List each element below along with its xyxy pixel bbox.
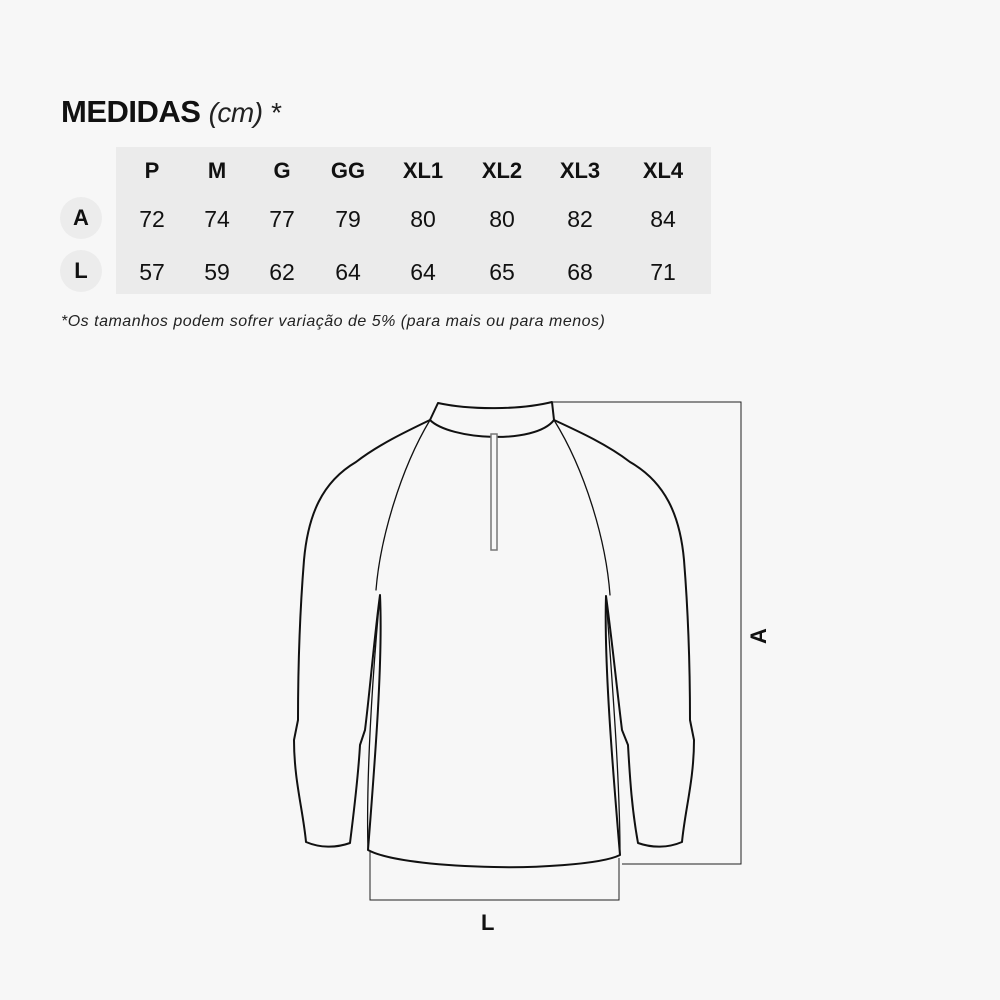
right-sleeve-seam [606, 596, 620, 855]
table-cell: 72 [139, 206, 165, 232]
table-cell: 80 [489, 206, 515, 232]
left-raglan-seam [376, 420, 430, 590]
table-cell: 59 [204, 259, 230, 285]
table-cell: 79 [335, 206, 361, 232]
width-dimension-line [370, 852, 619, 900]
table-cell: 84 [650, 206, 676, 232]
width-label: L [481, 910, 495, 935]
size-header-gg: GG [330, 158, 366, 183]
size-header-g: G [273, 158, 291, 183]
right-raglan-seam [554, 420, 610, 595]
table-cell: 68 [567, 259, 593, 285]
size-header-xl3: XL3 [559, 158, 601, 183]
table-cell: 74 [204, 206, 230, 232]
table-cell: 64 [410, 259, 436, 285]
table-cell: 64 [335, 259, 361, 285]
row-label-a: A [60, 197, 102, 239]
table-cell: 77 [269, 206, 295, 232]
size-header-xl1: XL1 [402, 158, 444, 183]
table-cell: 65 [489, 259, 515, 285]
row-label-l: L [60, 250, 102, 292]
size-header-m: M [207, 158, 227, 183]
height-label: A [745, 628, 771, 644]
size-header-xl2: XL2 [481, 158, 523, 183]
table-cell: 57 [139, 259, 165, 285]
title-unit: (cm) * [208, 97, 281, 128]
size-header-p: P [144, 158, 160, 183]
size-variation-note: *Os tamanhos podem sofrer variação de 5% (para mais ou para menos) [61, 313, 606, 330]
table-cell: 80 [410, 206, 436, 232]
zipper [491, 434, 497, 550]
title-main: MEDIDAS [61, 94, 201, 129]
size-header-xl4: XL4 [642, 158, 684, 183]
table-cell: 62 [269, 259, 295, 285]
table-cell: 82 [567, 206, 593, 232]
table-cell: 71 [650, 259, 676, 285]
